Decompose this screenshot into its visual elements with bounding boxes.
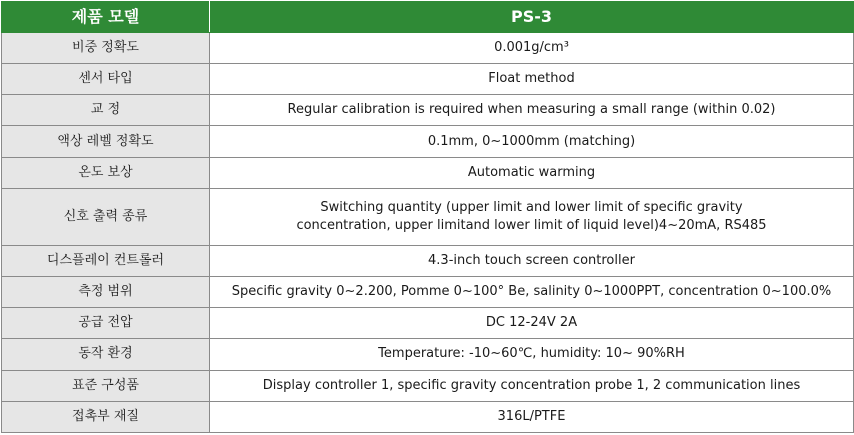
row-label: 측정 범위 <box>2 277 210 308</box>
row-value: 4.3-inch touch screen controller <box>210 245 854 276</box>
row-value-line: Switching quantity (upper limit and lower limit of specific gravity <box>320 199 743 215</box>
table-row <box>2 245 854 276</box>
row-label: 교 정 <box>2 95 210 126</box>
row-label: 공급 전압 <box>2 308 210 339</box>
row-value: 0.001g/cm³ <box>210 33 854 64</box>
row-value: DC 12-24V 2A <box>210 308 854 339</box>
row-value: Regular calibration is required when measuring a small range (within 0.02) <box>210 95 854 126</box>
table-row <box>2 33 854 64</box>
table-row <box>2 95 854 126</box>
table-row <box>2 157 854 188</box>
row-value: 0.1mm, 0~1000mm (matching) <box>210 126 854 157</box>
row-value: 316L/PTFE <box>210 401 854 432</box>
table-row <box>2 339 854 370</box>
row-label: 비중 정확도 <box>2 33 210 64</box>
row-label: 접촉부 재질 <box>2 401 210 432</box>
row-label: 신호 출력 종류 <box>2 188 210 245</box>
row-value: Temperature: -10~60℃, humidity: 10~ 90%RH <box>210 339 854 370</box>
row-value: Float method <box>210 64 854 95</box>
row-label: 디스플레이 컨트롤러 <box>2 245 210 276</box>
row-label: 센서 타입 <box>2 64 210 95</box>
row-value: Automatic warming <box>210 157 854 188</box>
row-value-line: concentration, upper limitand lower limit of liquid level)4~20mA, RS485 <box>296 217 767 233</box>
spec-table <box>1 1 854 433</box>
table-header-row <box>2 2 854 33</box>
row-label: 표준 구성품 <box>2 370 210 401</box>
row-value: Specific gravity 0~2.200, Pomme 0~100° Be, salinity 0~1000PPT, concentration 0~100.0% <box>210 277 854 308</box>
table-row <box>2 370 854 401</box>
table-row <box>2 401 854 432</box>
row-label: 온도 보상 <box>2 157 210 188</box>
table-row <box>2 277 854 308</box>
table-row <box>2 188 854 245</box>
table-row <box>2 64 854 95</box>
row-label: 동작 환경 <box>2 339 210 370</box>
row-value <box>210 188 854 245</box>
row-label: 액상 레벨 정확도 <box>2 126 210 157</box>
header-model-cell: PS-3 <box>210 2 854 33</box>
table-row <box>2 308 854 339</box>
header-label-cell: 제품 모델 <box>2 2 210 33</box>
row-value: Display controller 1, specific gravity concentration probe 1, 2 communication lines <box>210 370 854 401</box>
table-row <box>2 126 854 157</box>
